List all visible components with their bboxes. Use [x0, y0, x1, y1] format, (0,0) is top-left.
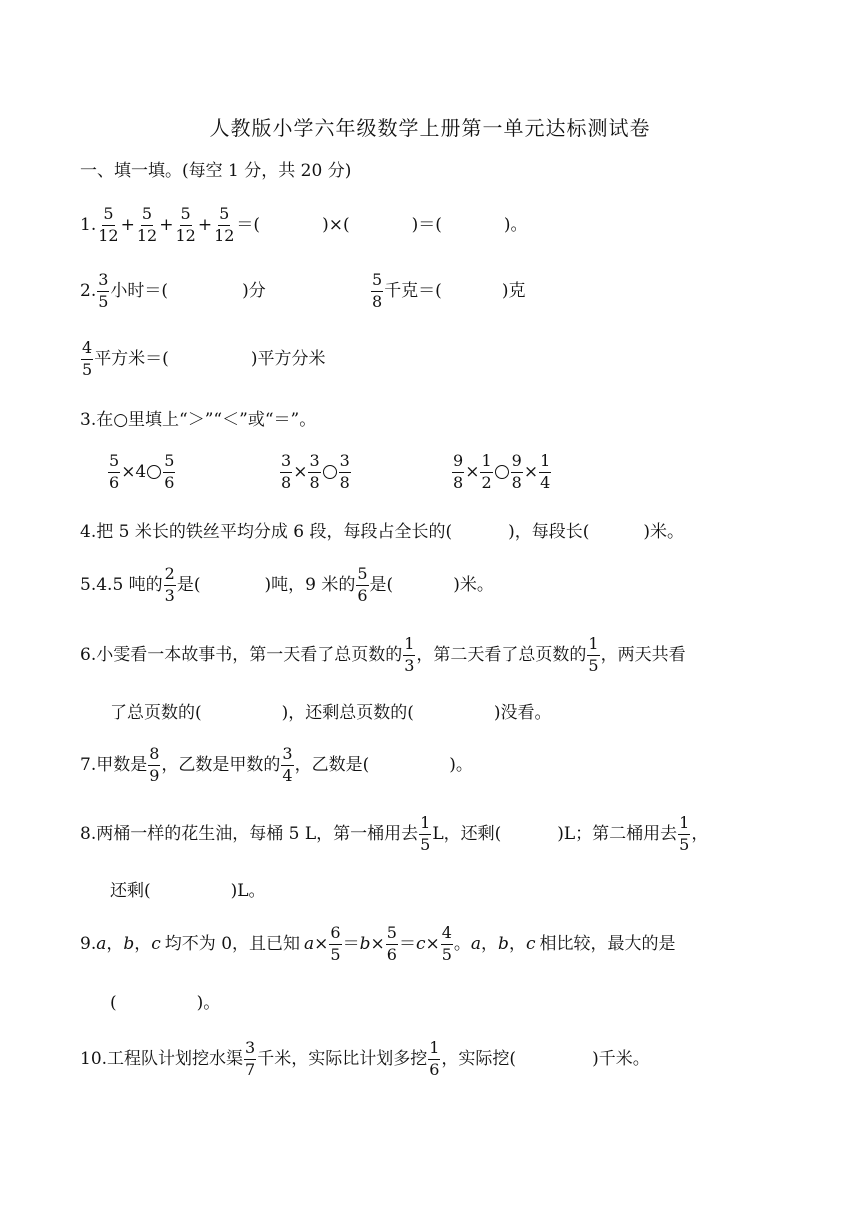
- text: )×(: [322, 214, 350, 235]
- section-heading: [80, 163, 351, 180]
- operator: ×: [425, 933, 440, 954]
- denominator: 2: [481, 472, 492, 492]
- numerator: 1: [419, 815, 431, 835]
- text: ，乙数是(: [294, 754, 370, 775]
- question-3: [80, 412, 316, 429]
- compare-item-2: [279, 453, 352, 492]
- text: 千克＝(: [384, 280, 442, 301]
- denominator: 8: [281, 472, 292, 492]
- text: L，还剩(: [432, 823, 502, 844]
- question-9-line-2: [110, 995, 220, 1012]
- fraction: [419, 815, 431, 854]
- fraction: [452, 453, 464, 492]
- fraction: [386, 925, 398, 964]
- fraction: [308, 453, 320, 492]
- numerator: 5: [102, 206, 114, 226]
- variable-b: b: [123, 933, 135, 954]
- circle-blank-icon[interactable]: [495, 465, 509, 479]
- text: ，乙数是甲数的: [161, 754, 281, 775]
- numerator: 5: [180, 206, 192, 226]
- fraction: [163, 453, 175, 492]
- denominator: 12: [175, 225, 196, 245]
- fraction: [281, 746, 293, 785]
- compare-item-1: [107, 453, 176, 492]
- text: ，: [691, 823, 709, 844]
- text: )克: [501, 280, 526, 301]
- numerator: 5: [141, 206, 153, 226]
- text: 均不为 0，且已知: [164, 933, 301, 954]
- operator: ×: [523, 461, 539, 482]
- plus-sign: +: [159, 214, 174, 235]
- numerator: 3: [280, 453, 292, 473]
- operator: ＝: [342, 933, 360, 954]
- text: )L。: [230, 881, 266, 901]
- fraction: [587, 636, 599, 675]
- fraction: [213, 206, 235, 245]
- variable-a: a: [470, 933, 482, 954]
- text: ，: [481, 933, 499, 954]
- question-8: [80, 815, 708, 854]
- text: )。: [503, 214, 528, 235]
- denominator: 5: [679, 834, 690, 854]
- fraction: [428, 1040, 440, 1079]
- numerator: 3: [339, 453, 351, 473]
- variable-c: c: [151, 933, 161, 954]
- question-number: 2.: [80, 280, 97, 301]
- numerator: 3: [308, 453, 320, 473]
- question-1: [80, 206, 527, 245]
- text: 5.4.5 吨的: [80, 574, 163, 595]
- numerator: 5: [386, 925, 398, 945]
- numerator: 6: [329, 925, 341, 945]
- numerator: 3: [281, 746, 293, 766]
- question-6-line-2: [110, 705, 552, 722]
- question-text: 3.在○里填上“＞”“＜”或“＝”。: [80, 410, 317, 430]
- plus-sign: +: [120, 214, 135, 235]
- text: )，每段长(: [508, 522, 590, 542]
- fraction: [356, 566, 368, 605]
- fraction: [339, 453, 351, 492]
- fraction: [108, 453, 120, 492]
- denominator: 8: [372, 291, 383, 311]
- fraction: [280, 453, 292, 492]
- denominator: 6: [109, 472, 120, 492]
- text: )＝(: [411, 214, 442, 235]
- fraction: [148, 746, 160, 785]
- text: )千米。: [592, 1048, 650, 1069]
- question-7: [80, 746, 473, 785]
- text: ＝(: [236, 214, 261, 235]
- compare-item-3: [451, 453, 552, 492]
- text: )L；第二桶用去: [557, 823, 678, 844]
- text: 7.甲数是: [80, 754, 148, 775]
- text: )分: [242, 280, 266, 301]
- fraction: [97, 272, 109, 311]
- numerator: 5: [356, 566, 368, 586]
- text: 8.两桶一样的花生油，每桶 5 L，第一桶用去: [80, 823, 419, 844]
- denominator: 3: [164, 585, 175, 605]
- numerator: 5: [108, 453, 120, 473]
- question-8-line-2: [110, 883, 266, 900]
- numerator: 4: [441, 925, 453, 945]
- page-title: 人教版小学六年级数学上册第一单元达标测试卷: [209, 116, 651, 140]
- text: 平方米＝(: [94, 348, 169, 369]
- numerator: 9: [511, 453, 523, 473]
- fraction: [371, 272, 383, 311]
- numerator: 8: [148, 746, 160, 766]
- text: 是(: [176, 574, 201, 595]
- text: 还剩(: [110, 881, 151, 901]
- text: 小时＝(: [110, 280, 169, 301]
- denominator: 5: [441, 944, 452, 964]
- denominator: 12: [214, 225, 235, 245]
- fraction: [403, 636, 415, 675]
- text: 千米，实际比计划多挖: [257, 1048, 428, 1069]
- question-10: [80, 1040, 650, 1079]
- denominator: 6: [164, 472, 175, 492]
- text: 6.小雯看一本故事书，第一天看了总页数的: [80, 644, 403, 665]
- variable-c: c: [525, 933, 536, 954]
- numerator: 5: [371, 272, 383, 292]
- fraction: [244, 1040, 256, 1079]
- fraction: [539, 453, 551, 492]
- fraction: [511, 453, 523, 492]
- fraction: [441, 925, 453, 964]
- denominator: 4: [540, 472, 551, 492]
- question-2-part-b: [370, 272, 525, 311]
- numerator: 3: [97, 272, 109, 292]
- variable-a: a: [96, 933, 107, 954]
- denominator: 8: [339, 472, 350, 492]
- fraction: [164, 566, 176, 605]
- plus-sign: +: [197, 214, 213, 235]
- denominator: 6: [386, 944, 397, 964]
- question-9: [80, 925, 675, 964]
- text: ，: [134, 933, 152, 954]
- text: )没看。: [493, 703, 552, 723]
- text: ，两天共看: [600, 644, 686, 665]
- text: 4.把 5 米长的铁丝平均分成 6 段，每段占全长的(: [80, 522, 453, 542]
- question-number: 9.: [80, 933, 97, 954]
- text: )，还剩总页数的(: [281, 703, 414, 723]
- operator: ×: [370, 933, 385, 954]
- denominator: 6: [429, 1059, 440, 1079]
- text: (: [110, 993, 117, 1013]
- variable-c: c: [415, 933, 426, 954]
- numerator: 9: [452, 453, 464, 473]
- text: ，: [508, 933, 526, 954]
- question-6: [80, 636, 686, 675]
- operator: ×: [293, 461, 308, 482]
- denominator: 3: [404, 655, 415, 675]
- denominator: 5: [98, 291, 109, 311]
- operator: ×: [465, 461, 480, 482]
- text: )米。: [643, 522, 685, 542]
- text: 10.工程队计划挖水渠: [80, 1048, 244, 1069]
- operator: ×4: [121, 461, 147, 482]
- numerator: 1: [480, 453, 492, 473]
- numerator: 4: [81, 340, 93, 360]
- denominator: 5: [588, 655, 599, 675]
- fraction: [480, 453, 492, 492]
- text: 。: [453, 933, 471, 954]
- operator: ×: [314, 933, 329, 954]
- numerator: 1: [678, 815, 690, 835]
- numerator: 3: [244, 1040, 256, 1060]
- text: ，: [106, 933, 124, 954]
- denominator: 6: [357, 585, 368, 605]
- fraction: [136, 206, 158, 245]
- text: 相比较，最大的是: [539, 933, 676, 954]
- denominator: 8: [511, 472, 522, 492]
- numerator: 5: [163, 453, 175, 473]
- section-heading-text: 一、填一填。(每空 1 分，共 20 分): [80, 161, 352, 181]
- text: )。: [196, 993, 221, 1013]
- question-2: [80, 272, 266, 311]
- fraction: [97, 206, 119, 245]
- text: )平方分米: [250, 348, 326, 369]
- fraction: [329, 925, 341, 964]
- fraction: [174, 206, 196, 245]
- text: )米。: [453, 574, 494, 595]
- denominator: 5: [420, 834, 431, 854]
- denominator: 5: [82, 359, 93, 379]
- denominator: 5: [330, 944, 341, 964]
- question-5: [80, 566, 494, 605]
- numerator: 2: [164, 566, 176, 586]
- numerator: 1: [428, 1040, 440, 1060]
- text: ，第二天看了总页数的: [416, 644, 587, 665]
- numerator: 1: [403, 636, 415, 656]
- numerator: 1: [587, 636, 599, 656]
- numerator: 5: [218, 206, 230, 226]
- operator: ＝: [398, 933, 416, 954]
- text: )。: [449, 754, 473, 775]
- circle-blank-icon[interactable]: [147, 465, 161, 479]
- denominator: 9: [149, 765, 160, 785]
- variable-b: b: [498, 933, 509, 954]
- text: ，实际挖(: [441, 1048, 517, 1069]
- question-2-part-c: [80, 340, 325, 379]
- denominator: 8: [453, 472, 464, 492]
- circle-blank-icon[interactable]: [323, 465, 337, 479]
- numerator: 1: [539, 453, 551, 473]
- fraction: [81, 340, 93, 379]
- text: )吨，9 米的: [264, 574, 356, 595]
- denominator: 4: [282, 765, 293, 785]
- variable-b: b: [359, 933, 371, 954]
- denominator: 12: [98, 225, 119, 245]
- denominator: 8: [309, 472, 320, 492]
- denominator: 7: [245, 1059, 256, 1079]
- question-number: 1.: [80, 214, 97, 235]
- text: 是(: [369, 574, 394, 595]
- variable-a: a: [304, 933, 315, 954]
- fraction: [678, 815, 690, 854]
- denominator: 12: [136, 225, 158, 245]
- text: 了总页数的(: [110, 703, 202, 723]
- question-4: [80, 524, 684, 541]
